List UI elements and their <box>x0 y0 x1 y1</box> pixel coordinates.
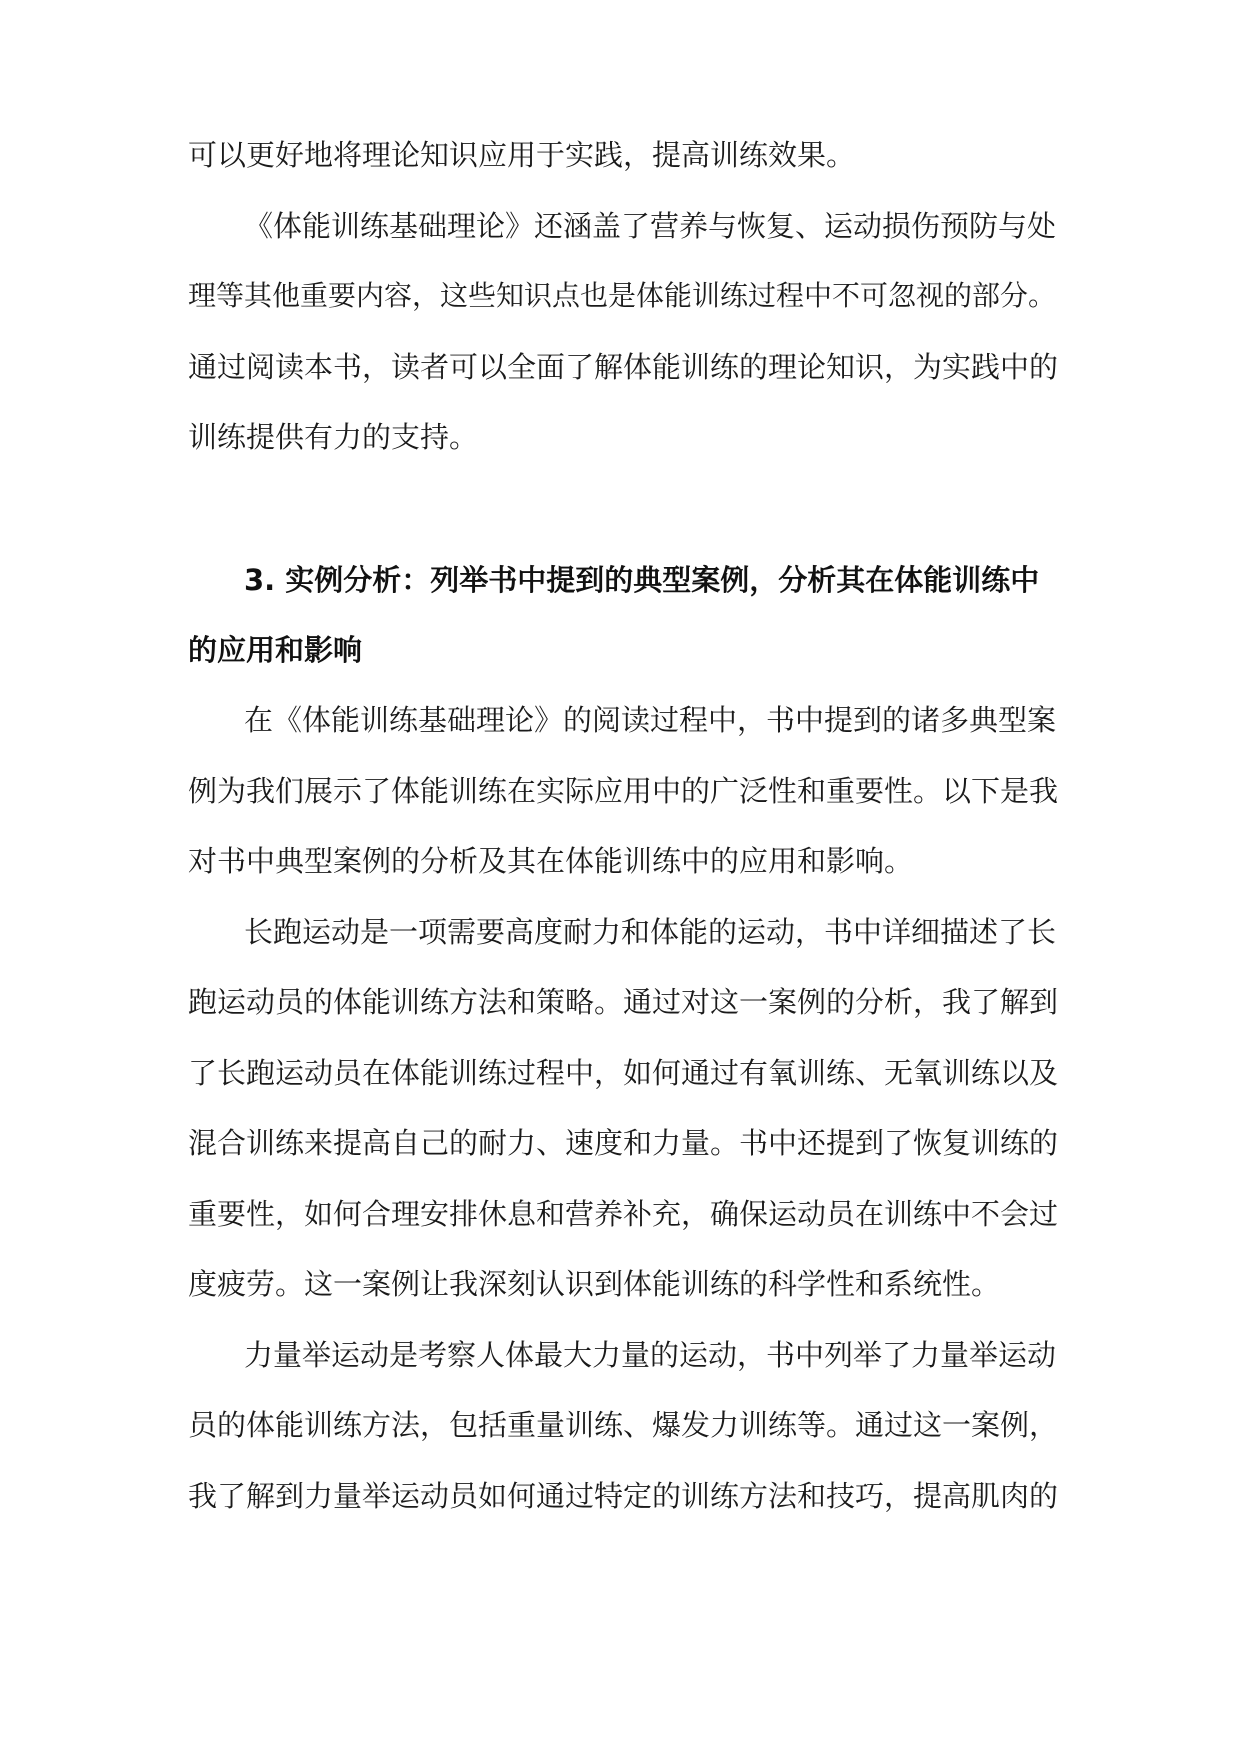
paragraph-line: 长跑运动是一项需要高度耐力和体能的运动，书中详细描述了长 <box>244 915 1057 949</box>
section-heading: 3. 实例分析：列举书中提到的典型案例，分析其在体能训练中 <box>244 563 1040 597</box>
paragraph-line: 重要性，如何合理安排休息和营养补充，确保运动员在训练中不会过 <box>188 1197 1059 1231</box>
paragraph-line: 混合训练来提高自己的耐力、速度和力量。书中还提到了恢复训练的 <box>188 1126 1059 1160</box>
paragraph-line: 了长跑运动员在体能训练过程中，如何通过有氧训练、无氧训练以及 <box>188 1056 1059 1090</box>
paragraph-line: 《体能训练基础理论》还涵盖了营养与恢复、运动损伤预防与处 <box>244 209 1057 243</box>
paragraph-line: 通过阅读本书，读者可以全面了解体能训练的理论知识，为实践中的 <box>188 350 1059 384</box>
paragraph-line: 可以更好地将理论知识应用于实践，提高训练效果。 <box>188 138 856 172</box>
paragraph-line: 对书中典型案例的分析及其在体能训练中的应用和影响。 <box>188 844 914 878</box>
paragraph-line: 我了解到力量举运动员如何通过特定的训练方法和技巧，提高肌肉的 <box>188 1479 1059 1513</box>
paragraph-line: 理等其他重要内容，这些知识点也是体能训练过程中不可忽视的部分。 <box>188 279 1057 312</box>
paragraph-line: 力量举运动是考察人体最大力量的运动，书中列举了力量举运动 <box>244 1338 1057 1372</box>
paragraph-line: 员的体能训练方法，包括重量训练、爆发力训练等。通过这一案例， <box>188 1408 1059 1442</box>
paragraph-line: 跑运动员的体能训练方法和策略。通过对这一案例的分析，我了解到 <box>188 985 1059 1019</box>
paragraph-line: 训练提供有力的支持。 <box>188 420 479 454</box>
paragraph-line: 例为我们展示了体能训练在实际应用中的广泛性和重要性。以下是我 <box>188 774 1059 808</box>
paragraph-line: 在《体能训练基础理论》的阅读过程中，书中提到的诸多典型案 <box>244 703 1057 737</box>
section-heading: 的应用和影响 <box>188 633 363 667</box>
paragraph-line: 度疲劳。这一案例让我深刻认识到体能训练的科学性和系统性。 <box>188 1267 1001 1301</box>
